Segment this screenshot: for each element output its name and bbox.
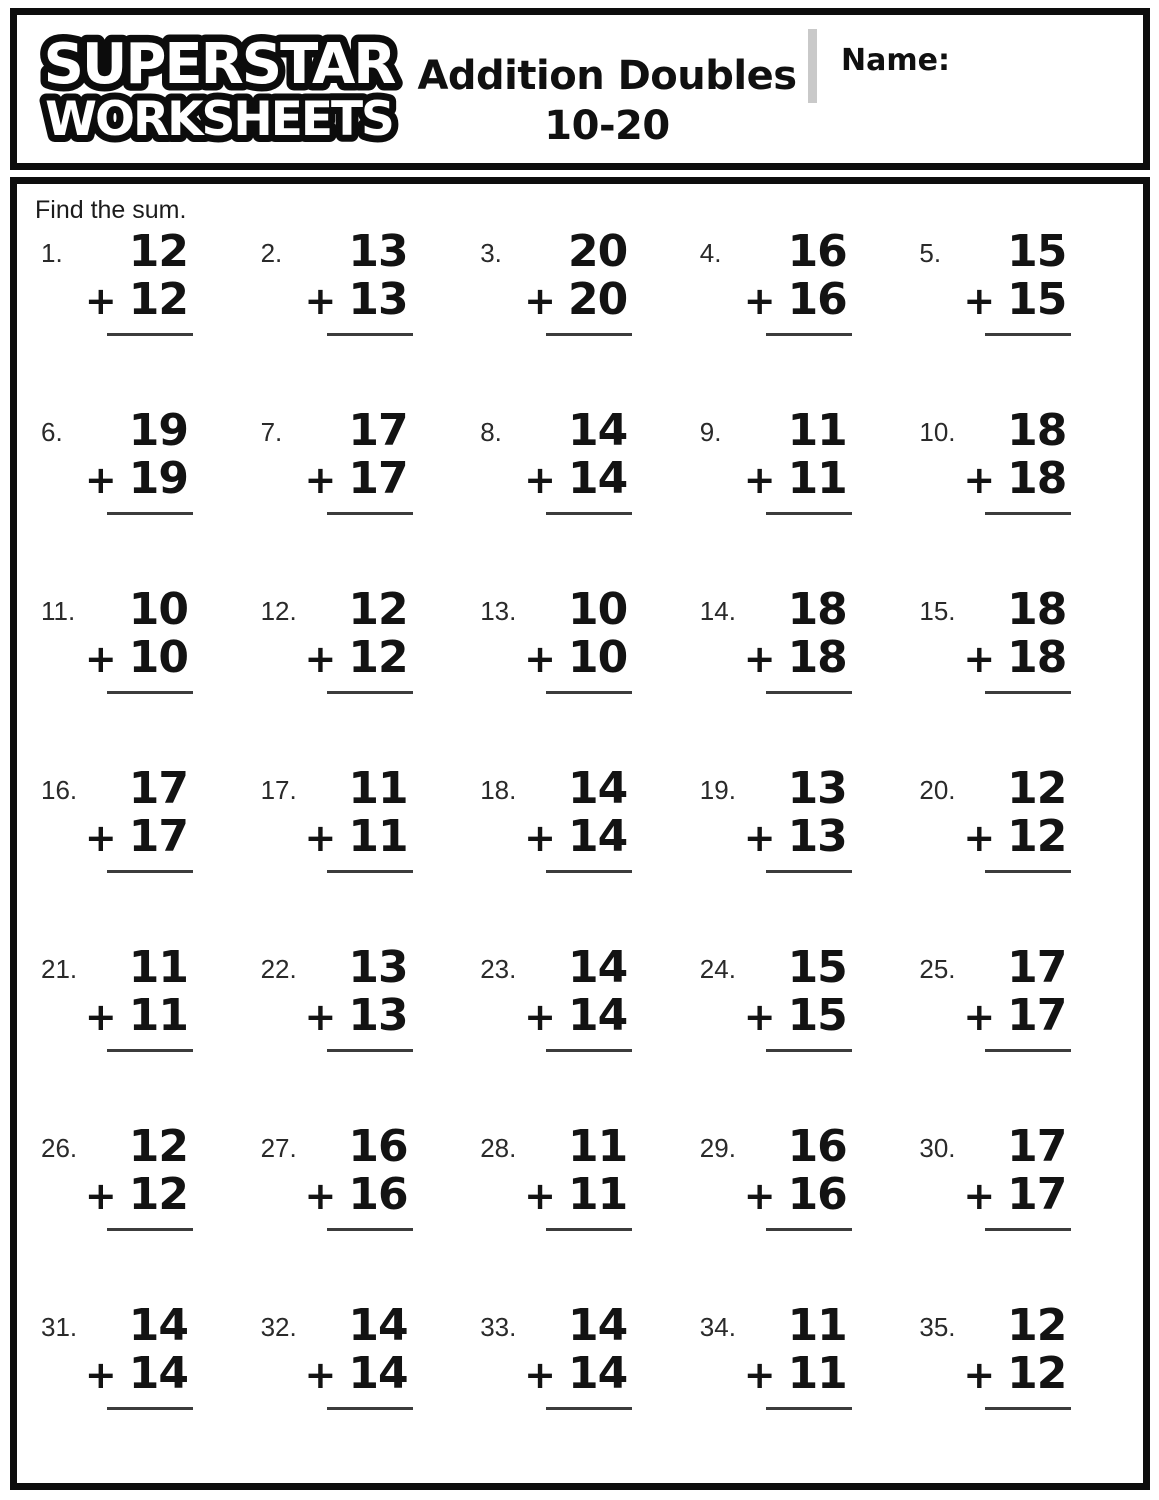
problem-operands xyxy=(963,942,1071,1052)
bottom-addend: 15 xyxy=(1007,274,1067,325)
plus-operator: + xyxy=(743,816,775,860)
problem-number: 13. xyxy=(480,596,517,626)
top-addend: 12 xyxy=(348,584,408,635)
bottom-row xyxy=(743,453,852,504)
problem-operands xyxy=(743,584,852,694)
bottom-addend: 18 xyxy=(1007,632,1067,683)
bottom-row xyxy=(304,453,413,504)
plus-operator: + xyxy=(524,637,555,681)
bottom-row xyxy=(304,274,413,325)
top-addend: 12 xyxy=(128,1121,188,1172)
problem-number: 19. xyxy=(699,775,736,805)
answer-line xyxy=(766,1049,852,1052)
problem xyxy=(690,1121,910,1304)
problem-number: 31. xyxy=(41,1312,78,1342)
problem xyxy=(251,405,471,588)
bottom-row xyxy=(963,990,1071,1041)
plus-operator: + xyxy=(524,1353,555,1397)
bottom-addend: 17 xyxy=(128,811,188,862)
problem-number: 18. xyxy=(480,775,517,805)
plus-operator: + xyxy=(524,816,555,860)
bottom-row xyxy=(84,1169,193,1220)
problem-operands xyxy=(963,226,1071,336)
bottom-addend: 17 xyxy=(1007,990,1067,1041)
plus-operator: + xyxy=(524,995,555,1039)
logo-bubble-text xyxy=(29,25,409,153)
problem-operands xyxy=(304,942,413,1052)
top-addend: 16 xyxy=(348,1121,408,1172)
answer-line xyxy=(107,870,193,873)
plus-operator: + xyxy=(524,1174,555,1218)
top-addend: 13 xyxy=(348,226,408,277)
bottom-addend: 11 xyxy=(567,1169,628,1220)
problem-number: 3. xyxy=(480,238,502,268)
problem xyxy=(909,942,1129,1125)
problem xyxy=(690,405,910,588)
answer-line xyxy=(327,512,413,515)
problem-number: 10. xyxy=(919,417,956,447)
plus-operator: + xyxy=(743,279,775,323)
problem-number: 14. xyxy=(699,596,736,626)
plus-operator: + xyxy=(524,458,555,502)
plus-operator: + xyxy=(304,1174,336,1218)
plus-operator: + xyxy=(84,1174,116,1218)
problem-number: 27. xyxy=(260,1133,297,1163)
problem-number: 35. xyxy=(919,1312,956,1342)
answer-line xyxy=(985,512,1071,515)
plus-operator: + xyxy=(743,637,775,681)
problem-operands xyxy=(84,942,193,1052)
bottom-addend: 18 xyxy=(1007,453,1067,504)
bottom-addend: 12 xyxy=(348,632,408,683)
problem-operands xyxy=(743,942,852,1052)
bottom-addend: 13 xyxy=(787,811,847,862)
logo-line2: WORKSHEETS xyxy=(45,92,393,147)
answer-line xyxy=(107,333,193,336)
problem xyxy=(251,584,471,767)
answer-line xyxy=(107,691,193,694)
problem xyxy=(31,1121,251,1304)
top-addend: 19 xyxy=(128,405,188,456)
top-addend: 18 xyxy=(1007,584,1067,635)
top-addend: 17 xyxy=(348,405,408,456)
problem xyxy=(909,584,1129,767)
problem-number: 29. xyxy=(699,1133,736,1163)
bottom-row xyxy=(743,1348,852,1399)
bottom-addend: 13 xyxy=(348,990,408,1041)
problem-operands xyxy=(84,1300,193,1410)
problem xyxy=(909,1121,1129,1304)
top-addend: 18 xyxy=(1007,405,1067,456)
answer-line xyxy=(985,1407,1071,1410)
bottom-addend: 20 xyxy=(567,274,628,325)
bottom-addend: 18 xyxy=(787,632,847,683)
problem xyxy=(909,405,1129,588)
top-addend: 11 xyxy=(787,1300,847,1351)
bottom-row xyxy=(304,1169,413,1220)
problem-operands xyxy=(524,1121,632,1231)
bottom-addend: 14 xyxy=(567,990,628,1041)
top-addend: 15 xyxy=(1007,226,1067,277)
answer-line xyxy=(985,691,1071,694)
answer-line xyxy=(766,333,852,336)
problem xyxy=(909,763,1129,946)
problem xyxy=(470,226,690,409)
name-label: Name: xyxy=(841,43,950,78)
bottom-addend: 19 xyxy=(128,453,188,504)
plus-operator: + xyxy=(963,995,995,1039)
bottom-row xyxy=(963,1348,1071,1399)
top-addend: 10 xyxy=(128,584,188,635)
problem-operands xyxy=(743,226,852,336)
bottom-row xyxy=(743,1169,852,1220)
bottom-addend: 15 xyxy=(787,990,847,1041)
top-addend: 17 xyxy=(1007,942,1067,993)
plus-operator: + xyxy=(304,279,336,323)
bottom-addend: 12 xyxy=(1007,1348,1067,1399)
problem xyxy=(690,226,910,409)
top-addend: 12 xyxy=(1007,763,1067,814)
problem xyxy=(470,1300,690,1483)
problem xyxy=(251,1121,471,1304)
problem-number: 11. xyxy=(41,596,76,626)
problem-operands xyxy=(84,405,193,515)
answer-line xyxy=(766,691,852,694)
answer-line xyxy=(546,512,632,515)
bottom-addend: 12 xyxy=(128,274,188,325)
top-addend: 14 xyxy=(567,763,628,814)
bottom-row xyxy=(524,1169,632,1220)
problem-operands xyxy=(304,226,413,336)
problem-operands xyxy=(304,405,413,515)
bottom-row xyxy=(963,632,1071,683)
bottom-row xyxy=(524,990,632,1041)
name-divider-bar xyxy=(808,29,817,103)
bottom-addend: 11 xyxy=(348,811,408,862)
problem-operands xyxy=(963,1121,1071,1231)
top-addend: 10 xyxy=(567,584,628,635)
bottom-addend: 14 xyxy=(567,811,628,862)
top-addend: 12 xyxy=(128,226,188,277)
top-addend: 16 xyxy=(787,226,847,277)
answer-line xyxy=(766,1228,852,1231)
problem-number: 17. xyxy=(260,775,297,805)
bottom-row xyxy=(84,1348,193,1399)
bottom-row xyxy=(743,274,852,325)
plus-operator: + xyxy=(304,637,336,681)
problem-operands xyxy=(743,1300,852,1410)
top-addend: 11 xyxy=(348,763,408,814)
bottom-addend: 12 xyxy=(128,1169,188,1220)
bottom-row xyxy=(743,811,852,862)
top-addend: 15 xyxy=(787,942,847,993)
bottom-row xyxy=(963,274,1071,325)
bottom-addend: 11 xyxy=(128,990,188,1041)
problem-operands xyxy=(743,763,852,873)
top-addend: 14 xyxy=(567,942,628,993)
bottom-row xyxy=(524,274,632,325)
problem-number: 32. xyxy=(260,1312,297,1342)
plus-operator: + xyxy=(84,1353,116,1397)
top-addend: 18 xyxy=(787,584,847,635)
top-addend: 14 xyxy=(128,1300,188,1351)
problem-number: 22. xyxy=(260,954,297,984)
bottom-row xyxy=(84,811,193,862)
plus-operator: + xyxy=(963,279,995,323)
problem-operands xyxy=(524,942,632,1052)
bottom-addend: 14 xyxy=(128,1348,188,1399)
bottom-row xyxy=(84,453,193,504)
answer-line xyxy=(327,333,413,336)
problem-operands xyxy=(304,763,413,873)
bottom-addend: 16 xyxy=(787,1169,847,1220)
plus-operator: + xyxy=(743,458,775,502)
bottom-row xyxy=(743,990,852,1041)
problem-operands xyxy=(524,405,632,515)
problem-number: 28. xyxy=(480,1133,517,1163)
problem-operands xyxy=(963,1300,1071,1410)
top-addend: 14 xyxy=(567,405,628,456)
problem-number: 7. xyxy=(260,417,283,447)
problem-number: 26. xyxy=(41,1133,78,1163)
answer-line xyxy=(546,1407,632,1410)
top-addend: 20 xyxy=(567,226,628,277)
problem-number: 21. xyxy=(41,954,78,984)
plus-operator: + xyxy=(304,816,336,860)
answer-line xyxy=(546,870,632,873)
problem-operands xyxy=(84,763,193,873)
problem xyxy=(31,942,251,1125)
plus-operator: + xyxy=(304,995,336,1039)
top-addend: 17 xyxy=(1007,1121,1067,1172)
problem xyxy=(31,584,251,767)
problem-number: 34. xyxy=(699,1312,736,1342)
plus-operator: + xyxy=(963,458,995,502)
problem xyxy=(470,763,690,946)
worksheet-title xyxy=(407,51,807,151)
problem-number: 4. xyxy=(699,238,722,268)
plus-operator: + xyxy=(743,995,775,1039)
bottom-row xyxy=(304,1348,413,1399)
bottom-addend: 17 xyxy=(1007,1169,1067,1220)
problem-number: 5. xyxy=(919,238,942,268)
plus-operator: + xyxy=(963,637,995,681)
bottom-addend: 14 xyxy=(567,1348,628,1399)
plus-operator: + xyxy=(524,279,555,323)
problem-number: 8. xyxy=(480,417,502,447)
problem-operands xyxy=(963,584,1071,694)
bottom-addend: 10 xyxy=(128,632,188,683)
instruction-text: Find the sum. xyxy=(35,196,187,224)
problem xyxy=(690,584,910,767)
problem-operands xyxy=(963,405,1071,515)
bottom-addend: 11 xyxy=(787,1348,847,1399)
answer-line xyxy=(985,1049,1071,1052)
problem xyxy=(251,226,471,409)
top-addend: 14 xyxy=(567,1300,628,1351)
worksheet-header xyxy=(10,8,1150,170)
problem-number: 16. xyxy=(41,775,78,805)
bottom-row xyxy=(304,632,413,683)
problem xyxy=(31,763,251,946)
top-addend: 11 xyxy=(128,942,188,993)
worksheet-title-line2: 10-20 xyxy=(544,103,670,149)
superstar-worksheets-logo xyxy=(29,25,409,153)
answer-line xyxy=(107,1228,193,1231)
bottom-addend: 11 xyxy=(787,453,847,504)
problem-operands xyxy=(84,584,193,694)
problem-number: 33. xyxy=(480,1312,517,1342)
problem-number: 25. xyxy=(919,954,956,984)
answer-line xyxy=(327,870,413,873)
plus-operator: + xyxy=(963,1174,995,1218)
bottom-row xyxy=(524,1348,632,1399)
problem xyxy=(470,942,690,1125)
worksheet-title-line1: Addition Doubles xyxy=(417,53,797,99)
problems-panel xyxy=(10,177,1150,1490)
plus-operator: + xyxy=(304,458,336,502)
plus-operator: + xyxy=(963,816,995,860)
bottom-addend: 16 xyxy=(348,1169,408,1220)
plus-operator: + xyxy=(84,458,116,502)
problem xyxy=(909,226,1129,409)
problem-operands xyxy=(84,226,193,336)
answer-line xyxy=(766,1407,852,1410)
answer-line xyxy=(107,1407,193,1410)
top-addend: 17 xyxy=(128,763,188,814)
problems-grid xyxy=(31,226,1129,1483)
plus-operator: + xyxy=(84,279,116,323)
bottom-addend: 14 xyxy=(567,453,628,504)
bottom-row xyxy=(963,453,1071,504)
problem-number: 12. xyxy=(260,596,297,626)
plus-operator: + xyxy=(743,1174,775,1218)
bottom-row xyxy=(524,811,632,862)
answer-line xyxy=(107,1049,193,1052)
problem xyxy=(909,1300,1129,1483)
problem-number: 23. xyxy=(480,954,517,984)
problem-operands xyxy=(524,226,632,336)
plus-operator: + xyxy=(84,816,116,860)
bottom-row xyxy=(524,632,632,683)
problem-operands xyxy=(743,1121,852,1231)
bottom-row xyxy=(84,632,193,683)
top-addend: 14 xyxy=(348,1300,408,1351)
problem xyxy=(690,942,910,1125)
top-addend: 11 xyxy=(567,1121,628,1172)
top-addend: 16 xyxy=(787,1121,847,1172)
bottom-row xyxy=(84,990,193,1041)
top-addend: 13 xyxy=(787,763,847,814)
bottom-row xyxy=(963,1169,1071,1220)
bottom-addend: 12 xyxy=(1007,811,1067,862)
problem xyxy=(470,405,690,588)
answer-line xyxy=(766,870,852,873)
plus-operator: + xyxy=(963,1353,995,1397)
problem-number: 2. xyxy=(260,238,283,268)
problem xyxy=(31,405,251,588)
problem xyxy=(470,584,690,767)
bottom-row xyxy=(963,811,1071,862)
plus-operator: + xyxy=(304,1353,336,1397)
problem xyxy=(31,1300,251,1483)
bottom-row xyxy=(524,453,632,504)
problem-operands xyxy=(524,1300,632,1410)
answer-line xyxy=(546,691,632,694)
problem-operands xyxy=(304,584,413,694)
top-addend: 11 xyxy=(787,405,847,456)
bottom-row xyxy=(743,632,852,683)
problem-operands xyxy=(524,584,632,694)
problem-number: 24. xyxy=(699,954,736,984)
problem xyxy=(251,1300,471,1483)
problem xyxy=(251,763,471,946)
problem-number: 15. xyxy=(919,596,956,626)
bottom-row xyxy=(84,274,193,325)
answer-line xyxy=(985,870,1071,873)
bottom-addend: 14 xyxy=(348,1348,408,1399)
answer-line xyxy=(546,1228,632,1231)
problem-number: 30. xyxy=(919,1133,956,1163)
problem-operands xyxy=(524,763,632,873)
problem-operands xyxy=(743,405,852,515)
bottom-addend: 13 xyxy=(348,274,408,325)
answer-line xyxy=(327,1407,413,1410)
problem-number: 6. xyxy=(41,417,63,447)
plus-operator: + xyxy=(743,1353,775,1397)
logo-line1: SUPERSTAR xyxy=(43,32,395,97)
answer-line xyxy=(766,512,852,515)
answer-line xyxy=(107,512,193,515)
answer-line xyxy=(546,333,632,336)
problem-operands xyxy=(304,1300,413,1410)
top-addend: 13 xyxy=(348,942,408,993)
problem-operands xyxy=(963,763,1071,873)
plus-operator: + xyxy=(84,995,116,1039)
problem-number: 20. xyxy=(919,775,956,805)
top-addend: 12 xyxy=(1007,1300,1067,1351)
problem xyxy=(31,226,251,409)
bottom-row xyxy=(304,990,413,1041)
problem xyxy=(470,1121,690,1304)
problem-number: 9. xyxy=(699,417,722,447)
problem-number: 1. xyxy=(41,238,63,268)
plus-operator: + xyxy=(84,637,116,681)
bottom-addend: 16 xyxy=(787,274,847,325)
bottom-addend: 17 xyxy=(348,453,408,504)
bottom-addend: 10 xyxy=(567,632,628,683)
answer-line xyxy=(985,333,1071,336)
answer-line xyxy=(985,1228,1071,1231)
problem xyxy=(690,763,910,946)
problem-operands xyxy=(84,1121,193,1231)
answer-line xyxy=(327,1049,413,1052)
answer-line xyxy=(546,1049,632,1052)
answer-line xyxy=(327,691,413,694)
answer-line xyxy=(327,1228,413,1231)
problem-operands xyxy=(304,1121,413,1231)
bottom-row xyxy=(304,811,413,862)
problem xyxy=(251,942,471,1125)
problem xyxy=(690,1300,910,1483)
